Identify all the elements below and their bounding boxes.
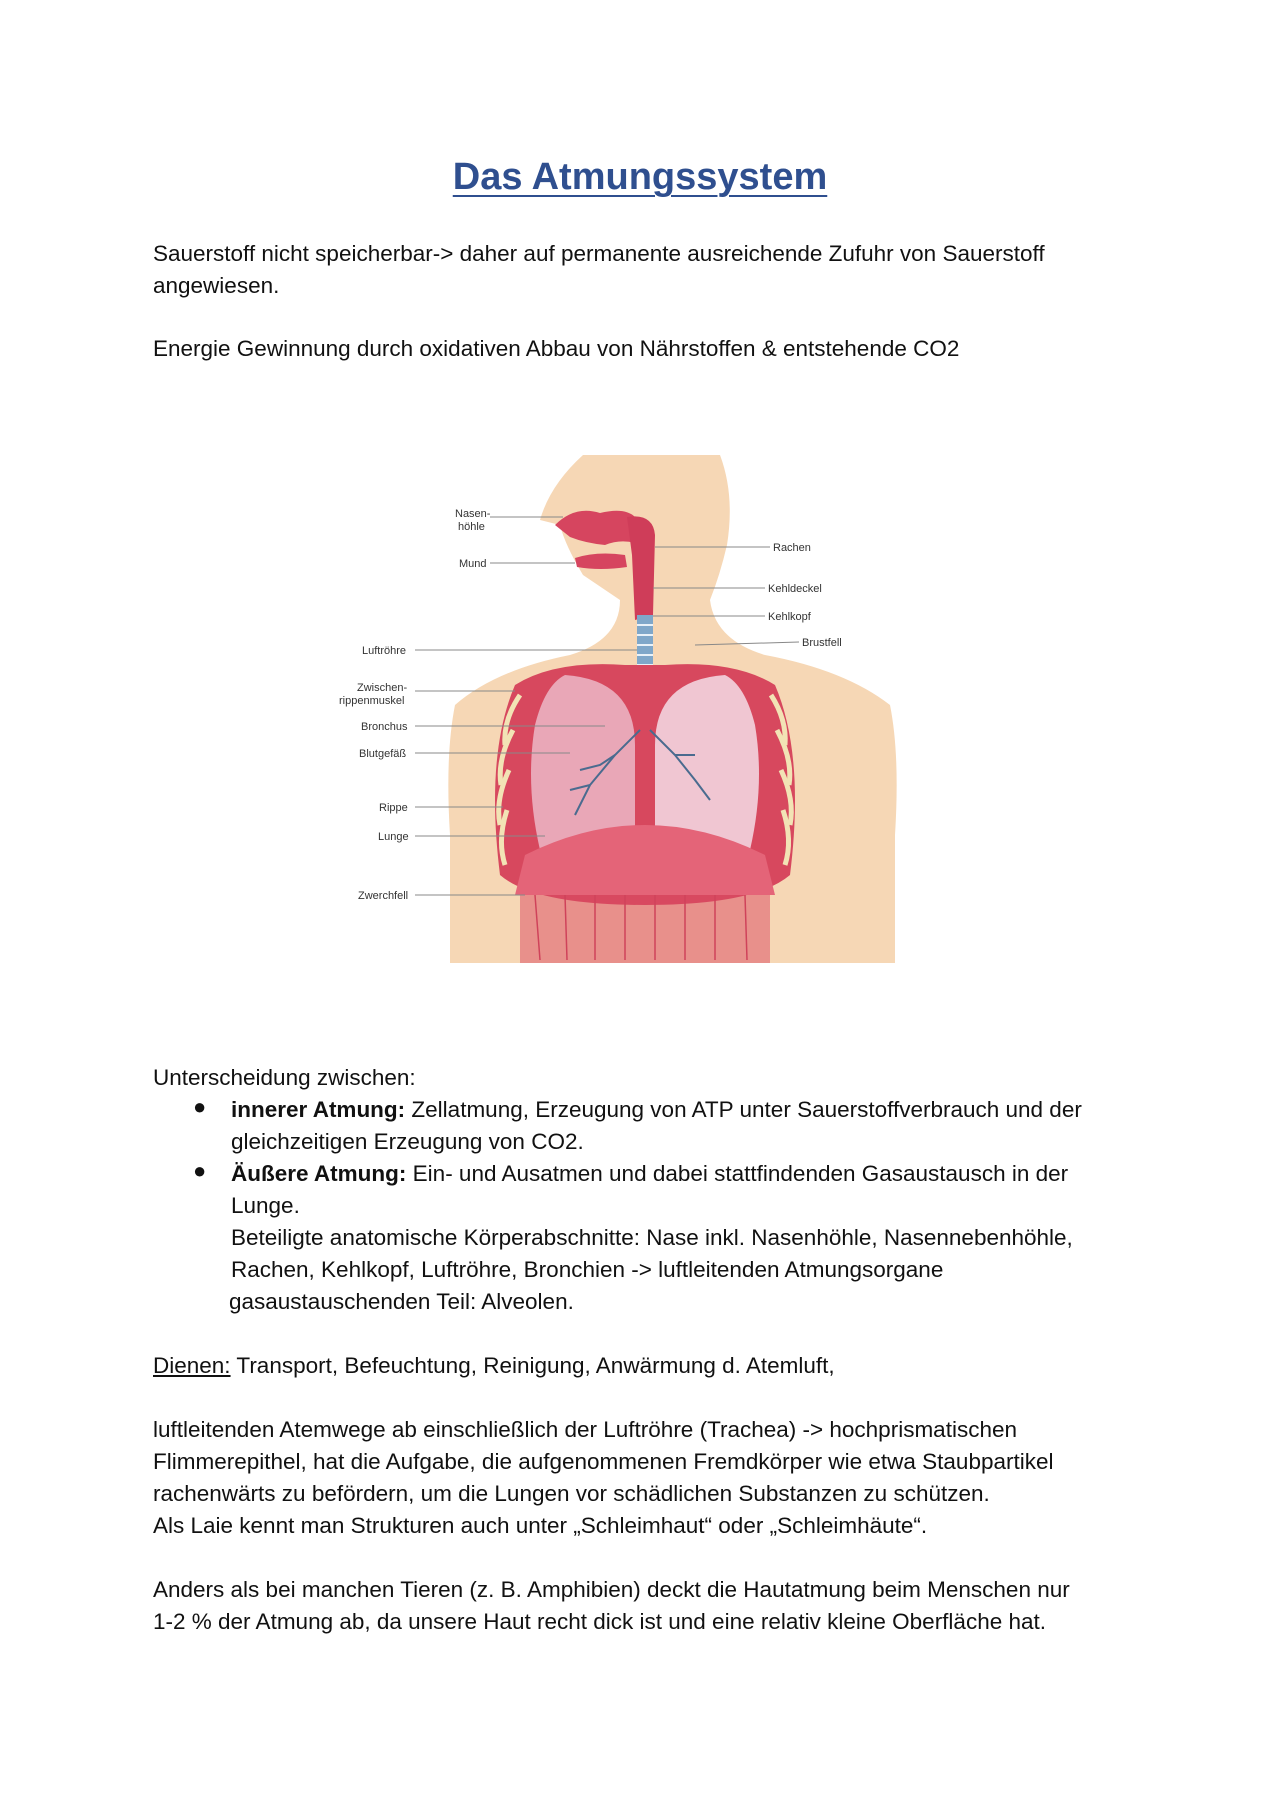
label-rippe: Rippe: [379, 802, 408, 814]
bullet-2-line5: gasaustauschenden Teil: Alveolen.: [229, 1289, 574, 1314]
label-lunge: Lunge: [378, 831, 409, 843]
bullet-2-line4: Rachen, Kehlkopf, Luftröhre, Bronchien -> luftleitenden Atmungsorgane: [231, 1257, 944, 1282]
paragraph-sauerstoff-line2: angewiesen.: [153, 273, 280, 298]
bullet-1-line1: [231, 1094, 1151, 1126]
label-zwischen-1: Zwischen-: [357, 682, 408, 694]
bullet-2-line1: [231, 1158, 1151, 1190]
label-rachen: Rachen: [773, 542, 811, 554]
bullet-2-rest: Ein- und Ausatmen und dabei stattfindenden Gasaustausch in der: [406, 1161, 1069, 1186]
label-blutgefaess: Blutgefäß: [359, 748, 407, 760]
paragraph-unterscheidung: Unterscheidung zwischen:: [153, 1065, 416, 1090]
paragraph-luft-line4: Als Laie kennt man Strukturen auch unter „Schleimhaut“ oder „Schleimhäute“.: [153, 1513, 928, 1538]
paragraph-dienen: [153, 1350, 1143, 1382]
label-zwischen-2: rippenmuskel: [339, 695, 405, 707]
label-mund: Mund: [459, 558, 487, 570]
label-nasenhoehle-2: höhle: [458, 521, 485, 533]
paragraph-luft-line3: rachenwärts zu befördern, um die Lungen vor schädlichen Substanzen zu schützen.: [153, 1481, 990, 1506]
label-bronchus: Bronchus: [361, 721, 408, 733]
label-brustfell: Brustfell: [802, 637, 842, 649]
bullet-1-bold: innerer Atmung:: [231, 1097, 406, 1122]
bullet-2-line2: Lunge.: [231, 1193, 300, 1218]
bullet-2-bold: Äußere Atmung:: [231, 1161, 407, 1186]
bullet-1-rest: Zellatmung, Erzeugung von ATP unter Sauerstoffverbrauch und der: [405, 1097, 1082, 1122]
paragraph-haut-line1: Anders als bei manchen Tieren (z. B. Amphibien) deckt die Hautatmung beim Menschen nur: [153, 1577, 1070, 1602]
dienen-label: Dienen:: [153, 1353, 231, 1378]
bullet-1-line2: gleichzeitigen Erzeugung von CO2.: [231, 1129, 584, 1154]
label-kehldeckel: Kehldeckel: [768, 583, 822, 595]
dienen-rest: Transport, Befeuchtung, Reinigung, Anwärmung d. Atemluft,: [230, 1353, 835, 1378]
label-luftroehre: Luftröhre: [362, 645, 407, 657]
label-nasenhoehle-1: Nasen-: [455, 508, 491, 520]
paragraph-haut-line2: 1-2 % der Atmung ab, da unsere Haut recht dick ist und eine relativ kleine Oberfläche hat.: [153, 1609, 1047, 1634]
paragraph-energie: Energie Gewinnung durch oxidativen Abbau von Nährstoffen & entstehende CO2: [153, 336, 960, 361]
respiratory-system-diagram: [335, 455, 905, 963]
label-zwerchfell: Zwerchfell: [358, 890, 409, 902]
paragraph-luft-line2: Flimmerepithel, hat die Aufgabe, die aufgenommenen Fremdkörper wie etwa Staubpartikel: [153, 1449, 1054, 1474]
page-title: Das Atmungssystem: [452, 156, 828, 198]
paragraph-luft-line1: luftleitenden Atemwege ab einschließlich der Luftröhre (Trachea) -> hochprismatischen: [153, 1417, 1017, 1442]
bullet-1-marker: ●: [193, 1094, 207, 1119]
paragraph-sauerstoff-line1: Sauerstoff nicht speicherbar-> daher auf permanente ausreichende Zufuhr von Sauerstoff: [153, 241, 1045, 266]
bullet-2-marker: ●: [193, 1158, 207, 1183]
abdominal-muscle: [520, 895, 770, 963]
label-kehlkopf: Kehlkopf: [768, 611, 811, 623]
bullet-2-line3: Beteiligte anatomische Körperabschnitte: Nase inkl. Nasenhöhle, Nasennebenhöhle,: [231, 1225, 1073, 1250]
